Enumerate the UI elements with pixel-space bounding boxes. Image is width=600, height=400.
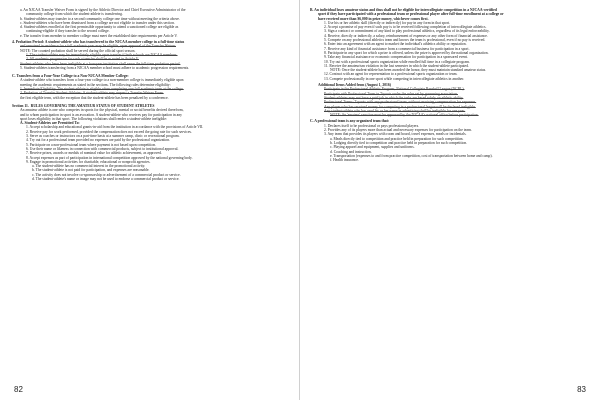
- text-line: 9. Take any financial assistance or economic compensation for participation in a sponsored event.: [324, 55, 468, 60]
- text-line: 1. Declares itself to be professional or pays professional players.: [324, 123, 420, 128]
- text-line: f. Health insurance.: [330, 158, 359, 163]
- text-line: Any student-athlete who has used his or her name in advertising shall be ineligible for one year.: [324, 108, 466, 113]
- text-line: 3. Sign a contract or commitment of any kind to play professional athletics, regardless of its legal enforceability.: [324, 29, 490, 34]
- text-line: meeting the academic requirements as stated in the sections. The following rules determine eligibility:: [20, 82, 171, 87]
- text-line: 5. Student-athletes transferring from a NJCAA member school must adhere to academic progression requirements.: [20, 65, 190, 70]
- right-page: [300, 0, 600, 400]
- text-line: 3. Any team that provides its players with room and board, travel expenses, meals or incidentals.: [324, 132, 467, 137]
- text-line: Student-athletes who have been ineligible at a four-year institution shall serve the full-time probation period.: [20, 61, 181, 66]
- text-line: b. The student-athlete is not paid for participation, and expenses are reasonable.: [32, 168, 150, 173]
- text-line: continuing-eligible if they transfer to the second college.: [26, 29, 110, 34]
- text-line: 9. Engage in promotional activities for charitable, educational or nonprofit agencies.: [26, 159, 151, 164]
- text-line: e. Transportation (expenses to and from practice competition, cost of transportation between home and camp).: [330, 153, 493, 158]
- text-line: Professional Teams: Tryouts with any professional team, without receiving compensation for expenses.: [324, 100, 477, 105]
- subheading: C. A professional team is any organized team that:: [310, 119, 390, 124]
- text-line: 13. Compete professionally in one sport while competing in intercollegiate athletics in another.: [324, 76, 465, 81]
- text-line: and remained in residence for a full academic year may be eligible, upon approval of the Transfer Waiver.: [20, 44, 176, 49]
- text-line: Student-athletes may not have a paid job in which the tasks are based solely on athletic ability.: [324, 95, 464, 100]
- text-line: Participate in the Professional Athletic Program, National Collegiate Baseball League (NCBL).: [324, 87, 465, 92]
- text-line: 5. Participate on a non-professional team where payment is not based upon competition.: [26, 142, 157, 147]
- text-line: 2. Provides any of its players more than actual and necessary expenses for participation on the team.: [324, 128, 472, 133]
- text-line: NOTE: The counted probation shall be served during the official sport season.: [20, 48, 136, 53]
- text-line: 12. Contract with an agent for representation to a professional sports organization or team.: [324, 72, 458, 77]
- text-line: a. An NJCAA Transfer Waiver Form is signed by the Athletic Director and Chief Executive Administrator of the: [20, 8, 186, 12]
- text-line: c. Student-athletes who have been dismissed from a college are not eligible to transfer under this section.: [20, 20, 175, 25]
- text-line: c. The activity does not involve co-sponsorship or advertisement of a commercial product or service.: [32, 172, 181, 177]
- text-line: 11. Receive the amateurism violation in the last semester in which the student-athlete participated.: [324, 63, 469, 68]
- text-line: d. Student-athletes enrolled at the first permissible opportunity to attend a sanctioned college are eligible as: [20, 25, 179, 30]
- section-label: Section 11.: [12, 103, 29, 108]
- text-line: have received more than $6,000 in prize money, whichever comes first.: [318, 16, 429, 21]
- text-line: the first eligible term, with the exception that the student-athlete has been penalized by a conference.: [20, 95, 169, 100]
- text-line: 2. Probation of Transfer Student-Athletes: A student-athlete may request a Transfer Waiver Form.: [20, 91, 164, 96]
- text-line: Any player who has received money for competing in a professional league will be declared ineligible.: [324, 104, 476, 109]
- text-line: d. Coaching and instruction.: [330, 149, 372, 154]
- text-line: 2. Receive pay for work performed, provided the compensation does not exceed the going rate for such services.: [26, 129, 192, 134]
- text-line: 1. Accept scholarship and educational grants-in-aid from the institution in accordance with the provisions of Article VII.: [26, 125, 204, 130]
- page-number: 82: [14, 385, 23, 394]
- text-line: 8. Accept expenses as part of participation in international competition approved by the national governing body.: [26, 155, 193, 160]
- text-line: 10. Try out with a professional sports organization while enrolled full time in a collegiate program.: [324, 59, 470, 64]
- text-line: An amateur athlete is one who competes in sports for the physical, mental or social benefits derived therefrom,: [20, 108, 184, 113]
- text-line: A. Student-Athletes are Permitted To:: [20, 121, 80, 126]
- text-line: NOTE: Once the student-athlete has been awarded the honor, they must maintain standard amateur status.: [330, 68, 487, 73]
- text-line: 7. Receive any kind of financial assistance from a commercial business for participation in a sport.: [324, 46, 470, 51]
- text-line: 4. Receive, directly or indirectly, a salary, reimbursement of expenses or any other form of financial assistance.: [324, 33, 488, 38]
- text-line: 6. Use their name or likeness in connection with commercial products, subject to institutional approval.: [26, 146, 179, 151]
- text-line: b. Lodging directly tied to competition and practice held in preparation for such competition.: [330, 140, 468, 145]
- text-line: NOTE: An 'amateur' sanction must be approved by the NJCAA's national office before participation.: [330, 113, 479, 118]
- text-line: 2. All academic progression for such a transfer shall be as noted in Article V.: [26, 57, 139, 62]
- text-line: 1. Immediate Eligibility: The student-athlete is eligible when completing one full academic term at the college.: [20, 87, 184, 92]
- text-line: 2. Accept a promise of pay even if such pay is to be received following completion of intercollegiate athletics.: [324, 25, 487, 30]
- section-title: RULES GOVERNING THE AMATEUR STATUS OF STUDENT ATHLETES: [30, 103, 155, 108]
- text-line: 3. Serve as coaches or instructors on a part-time basis at a summer camp, clinic or recreational program.: [26, 134, 180, 139]
- text-line: A student-athlete who transfers from a four-year college to a non-member college is immediately eligible upon: [20, 78, 184, 83]
- text-line: community college from which the student-athlete is transferring.: [26, 12, 123, 17]
- text-line: e. The transfer from member to member college must meet the established date requirements per Article V.: [20, 33, 178, 38]
- text-line: c. Playing apparel and equipment, supplies and uniforms.: [330, 145, 415, 150]
- text-line: a. The student-athlete has no commercial interest in the promotional activity.: [32, 164, 146, 169]
- text-line: 4. Try out for a professional team provided no expenses are paid by the professional organization.: [26, 138, 171, 143]
- text-line: 5. Compete on any professional athletics team and knows the team is professional, even if no pay is received.: [324, 38, 486, 43]
- text-line: Participate with Professional Team in Tryouts under the rules set by governing association.: [324, 91, 458, 96]
- text-line: d. The student-athlete's name or image may not be used to endorse a commercial product or service.: [32, 176, 180, 181]
- text-line: 7. Receive prizes, awards or medals of nominal value for athletic achievement, as approved.: [26, 151, 162, 156]
- text-line: 6. Enter into an agreement with an agent to market the individual's athletics ability or reputation.: [324, 42, 467, 47]
- page-number: 83: [577, 385, 586, 394]
- text-line: 1. The student-athlete may be immediately eligible upon transfer if both schools are NJCAA members.: [26, 52, 178, 57]
- section-heading: C. Transfers from a Four-Year College to a Non-NJCAA Member College:: [12, 74, 129, 79]
- text-line: 8. Participate in any sport for which a prize is offered, unless the prize is approved by the national organization.: [324, 50, 489, 55]
- text-line: 1. Use his or her athletic skill (directly or indirectly) for pay in any form in that sport.: [324, 20, 451, 25]
- text-line: sport if they have participated with a professional team or professional player after full-time enrollment at a college or: [318, 12, 504, 17]
- text-line: and to whom participation in sport is an avocation. A student-athlete who receives pay for participation in any: [20, 112, 183, 117]
- subheading: Additional Items Added from (August 1, 2016): [318, 83, 391, 88]
- text-line: B. An individual loses amateur status and thus shall not be eligible for intercollegiate competition in a NJCAA-certified: [310, 8, 497, 12]
- text-line: 4. Probation Period: A student-athlete who has transferred to the NJCAA member college in a full-time status: [12, 40, 185, 45]
- text-line: sport loses eligibility in that sport. The following violations shall render a student-athlete ineligible:: [20, 116, 167, 121]
- text-line: a. Meals directly tied to competition and practice held in preparation for such competition.: [330, 136, 464, 141]
- text-line: b. Student-athletes may transfer to a second community college one time without meeting the criteria above.: [20, 16, 180, 21]
